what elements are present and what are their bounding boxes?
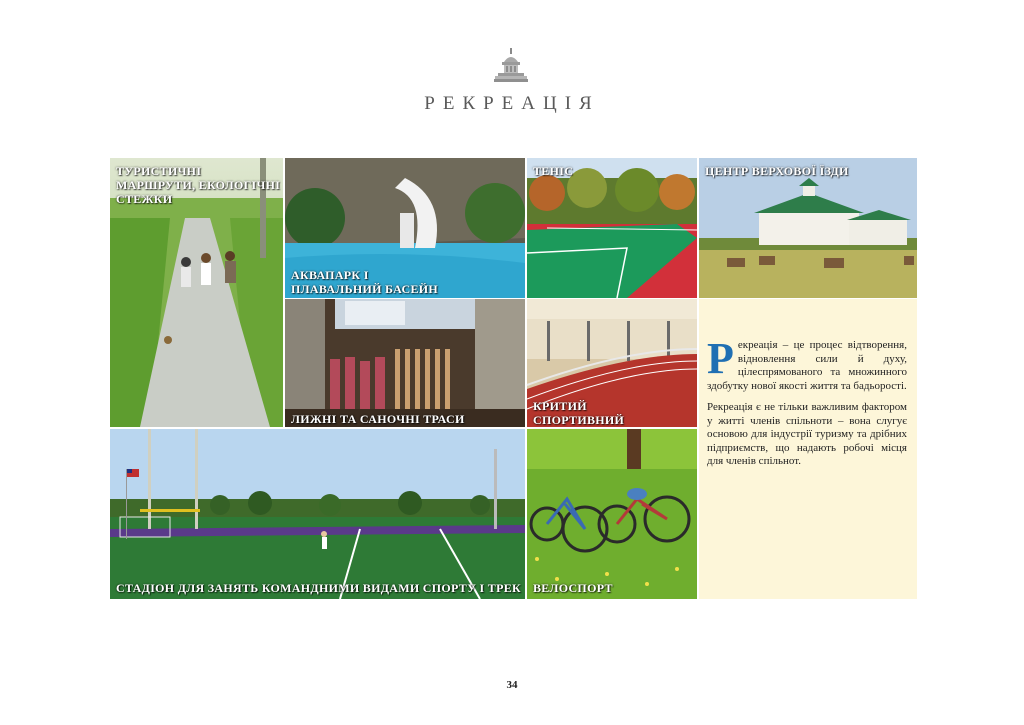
recreation-text-panel: [699, 299, 917, 599]
stadium-photo: [110, 429, 525, 599]
tennis-photo-tile: [527, 158, 697, 298]
ski-caption: ЛИЖНІ ТА САНОЧНІ ТРАСИ: [291, 412, 465, 426]
ski-photo-tile: [285, 299, 525, 427]
temple-emblem-icon: [494, 48, 528, 84]
sports-complex-caption: КРИТИЙ СПОРТИВНИЙ: [533, 399, 625, 427]
stadium-photo-tile: [110, 429, 525, 599]
recreation-text: [707, 334, 907, 477]
stadium-caption: СТАДІОН ДЛЯ ЗАНЯТЬ КОМАНДНИМИ ВИДАМИ СПОРТУ І ТРЕК: [116, 581, 522, 595]
riding-photo-tile: [699, 158, 917, 298]
sports-complex-photo-tile: [527, 299, 697, 427]
drop-cap: Р: [707, 334, 734, 383]
aquapark-caption: АКВАПАРК І ПЛАВАЛЬНИЙ БАСЕЙН: [291, 268, 439, 296]
trails-photo-tile: [110, 158, 283, 427]
riding-caption: ЦЕНТР ВЕРХОВОЇ ЇЗДИ: [705, 164, 849, 178]
cycling-caption: ВЕЛОСПОРТ: [533, 581, 613, 595]
trails-caption: ТУРИСТИЧНІ МАРШРУТИ, ЕКОЛОГІЧНІ СТЕЖКИ: [116, 164, 281, 206]
tennis-photo: [527, 158, 697, 298]
ski-photo: [285, 299, 525, 427]
page-number: 34: [506, 679, 518, 691]
tennis-caption: ТЕНІС: [533, 164, 574, 178]
paragraph-definition: [707, 334, 907, 393]
cycling-photo-tile: [527, 429, 697, 599]
paragraph-definition-text: екреація – це процес відтворення, відновлення сили й духу, цілеспрямованого та множинного здобутку нової якості життя та бадьорості.: [707, 339, 907, 392]
riding-photo: [699, 158, 917, 298]
cycling-photo: [527, 429, 697, 599]
page-title: РЕКРЕАЦІЯ: [424, 93, 600, 114]
aquapark-photo-tile: [285, 158, 525, 298]
paragraph-importance: Рекреація є не тільки важливим фактором у житті членів спільноти – вона слугує основою для індустрії туризму та дрібних підприємств, що надають робочі місця для членів спільнот.: [707, 401, 907, 467]
